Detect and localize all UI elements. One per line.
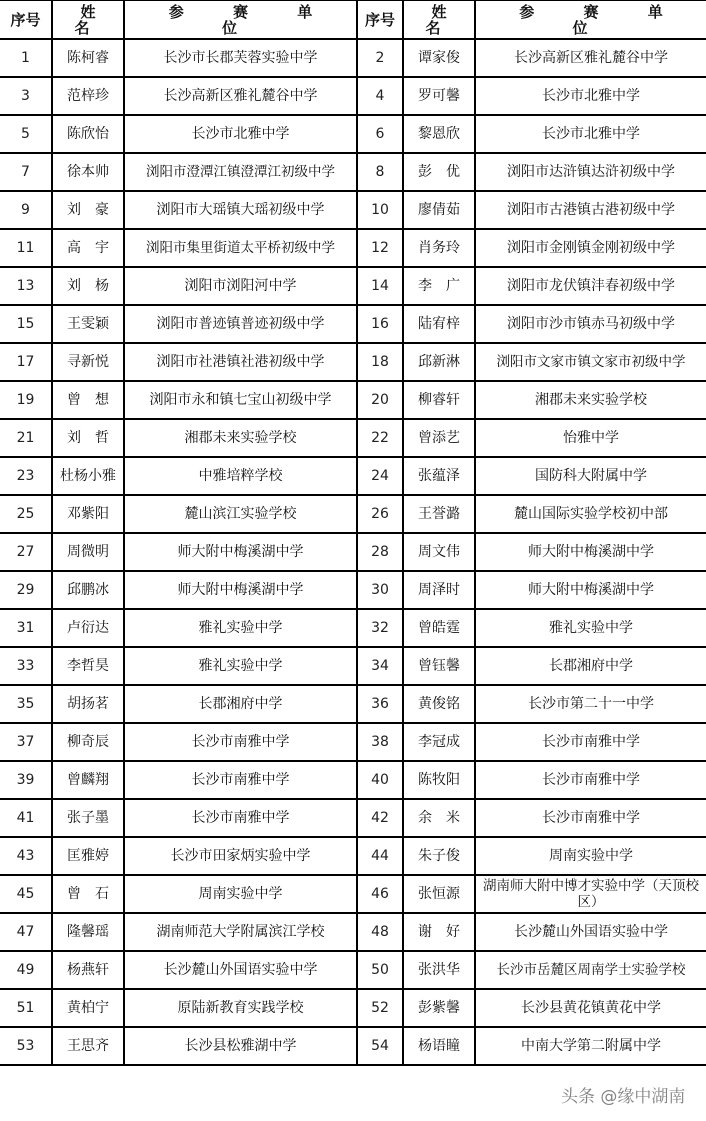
header-school-right	[475, 0, 706, 39]
row-number-right: 28	[357, 533, 403, 571]
header-name-label: 姓 名	[74, 2, 108, 37]
school-name-right: 长沙市北雅中学	[475, 115, 706, 153]
contestant-name-left: 周微明	[52, 533, 124, 571]
school-name-left: 长沙市南雅中学	[124, 723, 357, 761]
header-name-label: 姓 名	[425, 2, 459, 37]
school-name-right: 雅礼实验中学	[475, 609, 706, 647]
school-name-right: 国防科大附属中学	[475, 457, 706, 495]
row-number-right: 4	[357, 77, 403, 115]
school-name-left: 湘郡未来实验学校	[124, 419, 357, 457]
row-number-right: 44	[357, 837, 403, 875]
school-name-right: 浏阳市沙市镇赤马初级中学	[475, 305, 706, 343]
table-row	[0, 115, 706, 153]
row-number-right: 46	[357, 875, 403, 913]
contestant-name-right: 廖倩茹	[403, 191, 475, 229]
school-name-left: 雅礼实验中学	[124, 609, 357, 647]
contestant-name-right: 黎恩欣	[403, 115, 475, 153]
row-number-left: 53	[0, 1027, 52, 1065]
school-name-left: 长郡湘府中学	[124, 685, 357, 723]
contestant-name-left: 陈欣怡	[52, 115, 124, 153]
table-row	[0, 723, 706, 761]
contestant-name-right: 余 米	[403, 799, 475, 837]
contestant-name-left: 刘 杨	[52, 267, 124, 305]
contestant-name-left: 王雯颖	[52, 305, 124, 343]
row-number-left: 17	[0, 343, 52, 381]
school-name-left: 长沙市长郡芙蓉实验中学	[124, 39, 357, 77]
school-name-right: 长沙市北雅中学	[475, 77, 706, 115]
row-number-right: 54	[357, 1027, 403, 1065]
table-row	[0, 533, 706, 571]
table-row	[0, 799, 706, 837]
header-school-label: 参 赛 单 位	[168, 2, 335, 37]
contestant-name-right: 李冠成	[403, 723, 475, 761]
school-name-right: 浏阳市文家市镇文家市初级中学	[475, 343, 706, 381]
row-number-right: 42	[357, 799, 403, 837]
header-name-right	[403, 0, 475, 39]
contestant-name-left: 杜杨小雅	[52, 457, 124, 495]
table-row	[0, 39, 706, 77]
table-row	[0, 229, 706, 267]
header-school-label: 参 赛 单 位	[519, 2, 685, 37]
contestant-name-left: 刘 哲	[52, 419, 124, 457]
header-school-left	[124, 0, 357, 39]
table-row	[0, 837, 706, 875]
row-number-left: 1	[0, 39, 52, 77]
school-name-left: 原陆新教育实践学校	[124, 989, 357, 1027]
school-name-left: 浏阳市浏阳河中学	[124, 267, 357, 305]
table-row	[0, 875, 706, 913]
row-number-right: 36	[357, 685, 403, 723]
contestant-name-right: 杨语瞳	[403, 1027, 475, 1065]
contestant-name-right: 柳睿轩	[403, 381, 475, 419]
school-name-right: 长沙县黄花镇黄花中学	[475, 989, 706, 1027]
contestant-name-left: 王思齐	[52, 1027, 124, 1065]
contestant-name-right: 周泽时	[403, 571, 475, 609]
row-number-left: 9	[0, 191, 52, 229]
contestant-name-right: 谢 好	[403, 913, 475, 951]
contestant-name-left: 曾 石	[52, 875, 124, 913]
row-number-left: 43	[0, 837, 52, 875]
school-name-right: 浏阳市金刚镇金刚初级中学	[475, 229, 706, 267]
table-row	[0, 457, 706, 495]
school-name-right: 周南实验中学	[475, 837, 706, 875]
row-number-left: 15	[0, 305, 52, 343]
row-number-left: 11	[0, 229, 52, 267]
school-name-right: 浏阳市古港镇古港初级中学	[475, 191, 706, 229]
contestant-name-left: 胡扬茗	[52, 685, 124, 723]
row-number-left: 7	[0, 153, 52, 191]
row-number-left: 25	[0, 495, 52, 533]
contestant-name-right: 周文伟	[403, 533, 475, 571]
row-number-right: 52	[357, 989, 403, 1027]
header-no-left: 序号	[0, 0, 52, 39]
school-name-left: 师大附中梅溪湖中学	[124, 571, 357, 609]
school-name-right: 浏阳市达浒镇达浒初级中学	[475, 153, 706, 191]
school-name-left: 周南实验中学	[124, 875, 357, 913]
header-name-left	[52, 0, 124, 39]
row-number-right: 40	[357, 761, 403, 799]
school-name-right: 湖南师大附中博才实验中学（天顶校区）	[475, 875, 706, 913]
school-name-right: 怡雅中学	[475, 419, 706, 457]
school-name-right: 长沙市南雅中学	[475, 799, 706, 837]
contestant-name-right: 彭 优	[403, 153, 475, 191]
row-number-right: 12	[357, 229, 403, 267]
table-row	[0, 191, 706, 229]
table-row	[0, 381, 706, 419]
school-name-left: 长沙市南雅中学	[124, 761, 357, 799]
contestant-name-right: 谭家俊	[403, 39, 475, 77]
table-row	[0, 647, 706, 685]
row-number-left: 39	[0, 761, 52, 799]
watermark-text: 头条 @缘中湖南	[561, 1087, 686, 1107]
row-number-right: 6	[357, 115, 403, 153]
table-row	[0, 495, 706, 533]
contestant-name-right: 曾钰馨	[403, 647, 475, 685]
row-number-left: 13	[0, 267, 52, 305]
contestant-name-right: 李 广	[403, 267, 475, 305]
contestant-name-right: 张恒源	[403, 875, 475, 913]
contestant-name-left: 高 宇	[52, 229, 124, 267]
header-row	[0, 0, 706, 39]
table-row	[0, 609, 706, 647]
school-name-left: 浏阳市集里街道太平桥初级中学	[124, 229, 357, 267]
school-name-left: 浏阳市大瑶镇大瑶初级中学	[124, 191, 357, 229]
contestant-name-left: 徐本帅	[52, 153, 124, 191]
school-name-left: 长沙市田家炳实验中学	[124, 837, 357, 875]
row-number-left: 3	[0, 77, 52, 115]
row-number-left: 29	[0, 571, 52, 609]
school-name-left: 浏阳市普迹镇普迹初级中学	[124, 305, 357, 343]
row-number-left: 35	[0, 685, 52, 723]
table-row	[0, 153, 706, 191]
table-row	[0, 343, 706, 381]
row-number-left: 47	[0, 913, 52, 951]
row-number-left: 33	[0, 647, 52, 685]
contestant-name-left: 黄柏宁	[52, 989, 124, 1027]
school-name-right: 浏阳市龙伏镇沣春初级中学	[475, 267, 706, 305]
school-name-right: 长沙市南雅中学	[475, 723, 706, 761]
contestant-name-right: 曾添艺	[403, 419, 475, 457]
school-name-left: 长沙市南雅中学	[124, 799, 357, 837]
contestant-name-left: 陈柯睿	[52, 39, 124, 77]
school-name-left: 麓山滨江实验学校	[124, 495, 357, 533]
school-name-left: 浏阳市永和镇七宝山初级中学	[124, 381, 357, 419]
row-number-left: 41	[0, 799, 52, 837]
table-row	[0, 305, 706, 343]
school-name-left: 浏阳市社港镇社港初级中学	[124, 343, 357, 381]
row-number-right: 14	[357, 267, 403, 305]
table-row	[0, 761, 706, 799]
roster-body	[0, 39, 706, 1065]
contestant-name-right: 陆宥梓	[403, 305, 475, 343]
school-name-right: 长沙市岳麓区周南学士实验学校	[475, 951, 706, 989]
school-name-right: 麓山国际实验学校初中部	[475, 495, 706, 533]
table-row	[0, 77, 706, 115]
row-number-right: 50	[357, 951, 403, 989]
contestant-name-left: 范梓珍	[52, 77, 124, 115]
school-name-left: 长沙县松雅湖中学	[124, 1027, 357, 1065]
row-number-right: 20	[357, 381, 403, 419]
row-number-right: 22	[357, 419, 403, 457]
row-number-left: 45	[0, 875, 52, 913]
contestant-name-left: 柳奇辰	[52, 723, 124, 761]
contestant-name-left: 杨燕轩	[52, 951, 124, 989]
row-number-left: 37	[0, 723, 52, 761]
contestant-name-right: 罗可馨	[403, 77, 475, 115]
contestant-name-left: 李哲昊	[52, 647, 124, 685]
school-name-left: 浏阳市澄潭江镇澄潭江初级中学	[124, 153, 357, 191]
row-number-right: 48	[357, 913, 403, 951]
school-name-right: 湘郡未来实验学校	[475, 381, 706, 419]
contestant-name-right: 彭紫馨	[403, 989, 475, 1027]
table-row	[0, 685, 706, 723]
table-row	[0, 951, 706, 989]
contestant-name-left: 邱鹏冰	[52, 571, 124, 609]
row-number-left: 21	[0, 419, 52, 457]
row-number-right: 10	[357, 191, 403, 229]
row-number-left: 31	[0, 609, 52, 647]
row-number-right: 34	[357, 647, 403, 685]
row-number-left: 49	[0, 951, 52, 989]
school-name-left: 中雅培粹学校	[124, 457, 357, 495]
row-number-right: 32	[357, 609, 403, 647]
contestant-name-right: 邱新淋	[403, 343, 475, 381]
school-name-left: 师大附中梅溪湖中学	[124, 533, 357, 571]
contestant-name-right: 朱子俊	[403, 837, 475, 875]
row-number-left: 51	[0, 989, 52, 1027]
table-row	[0, 1027, 706, 1065]
contestant-name-right: 肖务玲	[403, 229, 475, 267]
contestant-name-left: 卢衍达	[52, 609, 124, 647]
school-name-right: 中南大学第二附属中学	[475, 1027, 706, 1065]
header-no-right: 序号	[357, 0, 403, 39]
row-number-right: 18	[357, 343, 403, 381]
school-name-left: 长沙高新区雅礼麓谷中学	[124, 77, 357, 115]
contestant-name-left: 刘 豪	[52, 191, 124, 229]
contestant-name-right: 曾皓霆	[403, 609, 475, 647]
row-number-left: 19	[0, 381, 52, 419]
contestant-name-left: 邓紫阳	[52, 495, 124, 533]
row-number-left: 23	[0, 457, 52, 495]
table-row	[0, 419, 706, 457]
contestant-name-left: 寻新悦	[52, 343, 124, 381]
school-name-right: 长沙市南雅中学	[475, 761, 706, 799]
contestant-name-left: 曾麟翔	[52, 761, 124, 799]
contestant-name-right: 张洪华	[403, 951, 475, 989]
contestant-name-left: 曾 想	[52, 381, 124, 419]
contestant-name-left: 匡雅婷	[52, 837, 124, 875]
school-name-left: 雅礼实验中学	[124, 647, 357, 685]
school-name-left: 湖南师范大学附属滨江学校	[124, 913, 357, 951]
row-number-left: 5	[0, 115, 52, 153]
row-number-right: 2	[357, 39, 403, 77]
row-number-right: 24	[357, 457, 403, 495]
table-row	[0, 989, 706, 1027]
table-row	[0, 571, 706, 609]
contestant-name-right: 王誉潞	[403, 495, 475, 533]
school-name-right: 长沙市第二十一中学	[475, 685, 706, 723]
school-name-right: 师大附中梅溪湖中学	[475, 571, 706, 609]
contestant-name-left: 隆馨瑶	[52, 913, 124, 951]
school-name-right: 长沙高新区雅礼麓谷中学	[475, 39, 706, 77]
school-name-right: 师大附中梅溪湖中学	[475, 533, 706, 571]
table-row	[0, 267, 706, 305]
table-row	[0, 913, 706, 951]
row-number-right: 30	[357, 571, 403, 609]
school-name-right: 长郡湘府中学	[475, 647, 706, 685]
school-name-left: 长沙麓山外国语实验中学	[124, 951, 357, 989]
school-name-left: 长沙市北雅中学	[124, 115, 357, 153]
row-number-right: 8	[357, 153, 403, 191]
row-number-right: 38	[357, 723, 403, 761]
contestant-name-right: 张蕴泽	[403, 457, 475, 495]
school-name-right: 长沙麓山外国语实验中学	[475, 913, 706, 951]
row-number-right: 26	[357, 495, 403, 533]
row-number-left: 27	[0, 533, 52, 571]
contestant-name-left: 张子墨	[52, 799, 124, 837]
contestant-name-right: 黄俊铭	[403, 685, 475, 723]
row-number-right: 16	[357, 305, 403, 343]
contestant-name-right: 陈牧阳	[403, 761, 475, 799]
